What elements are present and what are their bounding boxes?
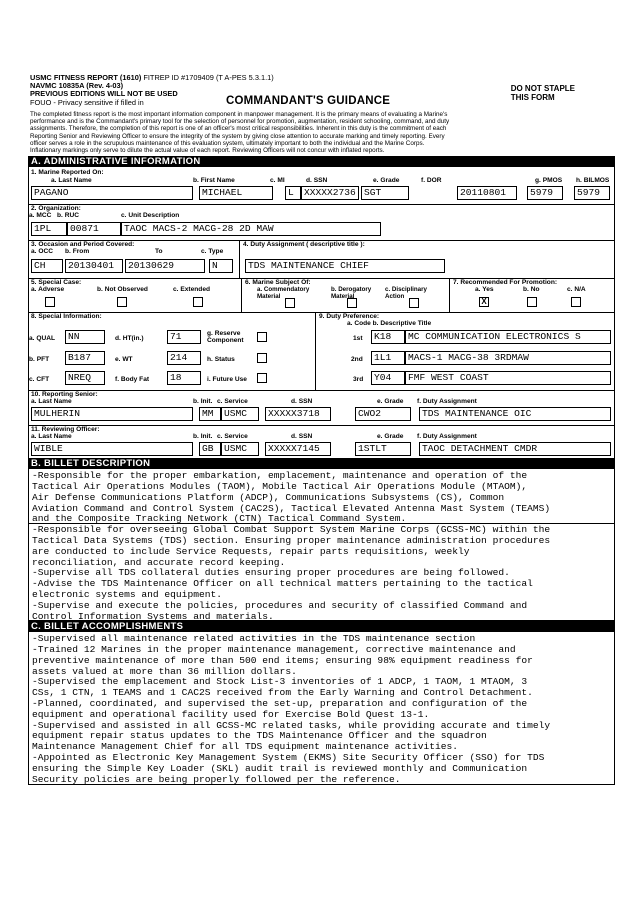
label-rs-ssn: d. SSN: [291, 398, 313, 406]
label-extended: c. Extended: [173, 286, 211, 294]
label-ht: d. HT(in.): [115, 335, 144, 343]
pref-3-code[interactable]: Y04: [371, 371, 405, 385]
reporting-senior-heading: 10. Reporting Senior:: [31, 391, 98, 399]
accomplishment-line: -Supervised the emplacement and Stock List-3 inventories of 1 ADCP, 1 TAOM, 1 MTAOM, 3: [32, 676, 528, 688]
duty-pref-sub: a. Code b. Descriptive Title: [347, 320, 432, 328]
label-ssn: d. SSN: [306, 177, 328, 185]
billet-description-line: are conducted to include Service Requests, repair parts requisitions, weekly: [32, 545, 470, 557]
label-qual: a. QUAL: [29, 335, 56, 343]
guidance-title: COMMANDANT'S GUIDANCE: [226, 95, 391, 107]
label-yes: a. Yes: [475, 286, 494, 294]
promotion-no-checkbox[interactable]: [527, 297, 537, 307]
billet-description-line: Tactical Air Operations Modules (TAOM), Mobile Tactical Air Operations Module (MTAOM),: [32, 481, 528, 493]
pref-3-title[interactable]: FMF WEST COAST: [405, 371, 611, 385]
label-first-name: b. First Name: [193, 177, 235, 185]
ro-duty-field[interactable]: TAOC DETACHMENT CMDR: [419, 442, 611, 456]
accomplishment-line: ensuring the Simple Key Loader (SKL) audit trail is reviewed monthly and Communication: [32, 762, 528, 774]
pmos-field[interactable]: 5979: [527, 186, 563, 200]
this-form: THIS FORM: [510, 93, 555, 102]
billet-description-line: Tactical Data Systems (TDS) section. Ensuring proper maintenance administration procedures: [32, 535, 551, 546]
fouo-note: FOUO - Privacy sensitive if filled in: [30, 97, 144, 107]
commendatory-checkbox[interactable]: [285, 298, 295, 308]
accomplishment-line: equipment repair status updates to the TDS Maintenance Officer and the squadron: [32, 730, 487, 742]
label-from: b. From: [65, 248, 90, 256]
status-checkbox[interactable]: [257, 353, 267, 363]
label-rs-grade: e. Grade: [377, 398, 404, 406]
ssn-field[interactable]: XXXXX2736: [301, 186, 359, 200]
accomplishment-line: -Supervised all maintenance related activities in the TDS maintenance section: [32, 633, 476, 645]
label-1st: 1st: [353, 335, 363, 343]
body-fat-field[interactable]: 18: [167, 371, 201, 385]
billet-description-line: -Responsible for overseeing Global Combat Support System Marine Corps (GCSS-MC) within the: [32, 524, 551, 536]
label-cft: c. CFT: [29, 376, 50, 384]
billet-description: [28, 469, 615, 621]
accomplishment-line: Security policies are being properly followed per the reference.: [32, 773, 401, 785]
type-field[interactable]: N: [209, 259, 233, 273]
guidance-line: officer serves a role in the scrupulous maintenance of this evaluation system, ultimately important to both the individual and the Marine Corps.: [30, 139, 425, 147]
accomplishment-line: assets valued at more than 36 million dollars.: [32, 665, 297, 677]
reviewing-officer-heading: 11. Reviewing Officer:: [31, 426, 100, 434]
ro-init-field[interactable]: GB: [199, 442, 221, 456]
grade-field[interactable]: SGT: [361, 186, 409, 200]
occ-field[interactable]: CH: [31, 259, 63, 273]
label-ro-ssn: d. SSN: [291, 433, 313, 441]
label-rs-service: c. Service: [217, 398, 248, 406]
duty-assignment-field[interactable]: TDS MAINTENANCE CHIEF: [245, 259, 445, 273]
adverse-checkbox[interactable]: [45, 297, 55, 307]
col-divider: [239, 241, 240, 278]
label-type: c. Type: [201, 248, 224, 256]
label-adverse: a. Adverse: [31, 286, 65, 294]
label-disciplinary: c. Disciplinary Action: [385, 286, 427, 301]
row-divider: [29, 425, 614, 426]
extended-checkbox[interactable]: [193, 297, 203, 307]
unit-field[interactable]: TAOC MACS-2 MACG-28 2D MAW: [121, 222, 381, 236]
label-ro-duty: f. Duty Assignment: [417, 433, 477, 441]
guidance-line: assignments. Therefore, the completion of this report is one of an officer's most critical responsibilities. Inherent in this duty is the commitment of each: [30, 125, 447, 133]
guidance-line: Inflationary markings only serve to dilute the actual value of each report. Reviewing Officers will not concur with inflated reports.: [30, 147, 385, 155]
occasion-heading: 3. Occasion and Period Covered:: [31, 241, 135, 249]
subject-of-heading: 6. Marine Subject Of:: [245, 279, 311, 287]
rs-service-field[interactable]: USMC: [221, 407, 259, 421]
dor-field[interactable]: 20110801: [457, 186, 517, 200]
label-2nd: 2nd: [351, 356, 363, 364]
label-bilmos: h. BILMOS: [576, 177, 610, 185]
form-number: NAVMC 10835A (Rev. 4-03): [30, 81, 124, 91]
label-3rd: 3rd: [353, 376, 364, 384]
accomplishment-line: -Trained 12 Marines in the proper maintenance management, corrective maintenance and: [32, 644, 516, 656]
accomplishment-line: -Supervised and assisted in all GCSS-MC related tasks, while providing accurate and timely: [32, 719, 551, 731]
label-status: h. Status: [207, 356, 235, 364]
label-rs-init: b. Init.: [193, 398, 213, 406]
accomplishment-line: -Planned, coordinated, and supervised the set-up, preparation and configuration of the: [32, 698, 528, 709]
ro-service-field[interactable]: USMC: [221, 442, 259, 456]
promotion-heading: 7. Recommended For Promotion:: [453, 279, 558, 287]
label-wt: e. WT: [115, 356, 133, 364]
billet-description-line: reconciliation, and accurate record keeping.: [32, 556, 286, 568]
rs-init-field[interactable]: MM: [199, 407, 221, 421]
ruc-field[interactable]: 00871: [67, 222, 121, 236]
duty-heading: 4. Duty Assignment ( descriptive title ):: [243, 241, 365, 249]
section-a-title: A. ADMINISTRATIVE INFORMATION: [28, 156, 615, 167]
form-header: [28, 74, 615, 124]
guidance-line: Reporting Senior and Reviewing Officer to ensure the integrity of the system by giving close attention to accurate marking and timely reporting. Every: [30, 132, 445, 140]
col-divider: [449, 278, 450, 312]
accomplishment-line: CSs, 1 CTN, 1 TEAMS and 1 CAC2S received from the Early Warning and Control Detachment.: [32, 687, 533, 699]
ro-grade-field[interactable]: 1STLT: [355, 442, 411, 456]
label-mcc: a. MCC: [29, 212, 52, 220]
label-ruc: b. RUC: [57, 212, 79, 220]
label-future-use: i. Future Use: [207, 376, 247, 384]
col-divider: [241, 278, 242, 312]
label-ro-last-name: a. Last Name: [31, 433, 72, 441]
ht-field[interactable]: 71: [167, 330, 201, 344]
billet-description-line: -Supervise and execute the policies, procedures and security of classified Command and: [32, 599, 528, 611]
future-use-checkbox[interactable]: [257, 373, 267, 383]
label-unit: c. Unit Description: [121, 212, 180, 220]
label-ro-init: b. Init.: [193, 433, 213, 441]
pref-2-code[interactable]: 1L1: [371, 351, 405, 365]
label-rs-last-name: a. Last Name: [31, 398, 72, 406]
pref-2-title[interactable]: MACS-1 MACG-38 3RDMAW: [405, 351, 611, 365]
row-divider: [29, 204, 614, 205]
first-name-field[interactable]: MICHAEL: [199, 186, 273, 200]
not-observed-checkbox[interactable]: [117, 297, 127, 307]
col-divider: [315, 312, 316, 390]
form-title: USMC FITNESS REPORT (1610): [30, 73, 142, 82]
rs-grade-field[interactable]: CWO2: [355, 407, 411, 421]
promotion-yes-checkbox[interactable]: X: [479, 297, 489, 307]
mcc-field[interactable]: 1PL: [31, 222, 67, 236]
label-not-observed: b. Not Observed: [97, 286, 148, 294]
section-c-title: C. BILLET ACCOMPLISHMENTS: [28, 621, 615, 632]
guidance-line: performance and is the Commandant's primary tool for the selection of personnel for promotion, augmentation, resident schooling, command, and duty: [30, 118, 450, 126]
label-body-fat: f. Body Fat: [115, 376, 150, 384]
accomplishment-line: preventive maintenance of more than 500 end items; ensuring 98% equipment readiness for: [32, 654, 533, 666]
label-na: c. N/A: [567, 286, 586, 294]
billet-description-line: electronic systems and equipment.: [32, 588, 222, 600]
section-b-title: B. BILLET DESCRIPTION: [28, 458, 615, 469]
promotion-na-checkbox[interactable]: [571, 297, 581, 307]
accomplishment-line: equipment and operational facility used for Exercise Bold Quest 13-1.: [32, 708, 430, 720]
accomplishment-line: -Appointed as Electronic Key Management System (EKMS) Site Security Officer (SSO) for TDS: [32, 751, 545, 763]
billet-accomplishments: [28, 632, 615, 785]
label-last-name: a. Last Name: [51, 177, 92, 185]
duty-pref-heading: 9. Duty Preference:: [319, 313, 380, 321]
accomplishment-line: Maintenance Management Chief for all TDS equipment maintenance activities.: [32, 741, 459, 753]
billet-description-line: and the Composite Tracking Network (CTN) Tactical Command System.: [32, 513, 407, 525]
billet-description-line: -Advise the TDS Maintenance Officer on all technical matters pertaining to the tactical: [32, 578, 533, 590]
billet-description-line: Aviation Command and Control System (CAC2S), Tactical Elevated Antenna Mast System (TEAMS): [32, 502, 551, 514]
guidance-line: The completed fitness report is the most important information component in manpower management. It is the primary means of evaluating a Marine's: [30, 111, 448, 118]
label-rs-duty: f. Duty Assignment: [417, 398, 477, 406]
billet-description-line: Control Information Systems and materials.: [32, 610, 274, 622]
from-field[interactable]: 20130401: [65, 259, 123, 273]
pref-1-code[interactable]: K18: [371, 330, 405, 344]
label-ro-grade: e. Grade: [377, 433, 404, 441]
derogatory-checkbox[interactable]: [347, 298, 357, 308]
do-not-staple: DO NOT STAPLE: [510, 84, 575, 93]
disciplinary-checkbox[interactable]: [409, 298, 419, 308]
pft-field[interactable]: B187: [65, 351, 105, 365]
special-case-heading: 5. Special Case:: [31, 279, 82, 287]
label-mi: c. MI: [270, 177, 285, 185]
billet-description-line: Air Defense Communications Platform (ADCP), Communications Subsystems (CS), Common: [32, 491, 505, 503]
reserve-checkbox[interactable]: [257, 332, 267, 342]
fitness-report-form: [28, 74, 615, 785]
cft-field[interactable]: NREQ: [65, 371, 105, 385]
editions-note: PREVIOUS EDITIONS WILL NOT BE USED: [30, 89, 178, 99]
rs-ssn-field[interactable]: XXXXX3718: [265, 407, 331, 421]
ro-ssn-field[interactable]: XXXXX7145: [265, 442, 331, 456]
wt-field[interactable]: 214: [167, 351, 201, 365]
label-to: To: [155, 248, 163, 256]
org-heading: 2. Organization:: [31, 205, 81, 213]
bilmos-field[interactable]: 5979: [574, 186, 610, 200]
last-name-field[interactable]: PAGANO: [31, 186, 193, 200]
row-divider: [29, 390, 614, 391]
special-info-heading: 8. Special Information:: [31, 313, 102, 321]
label-derogatory: b. Derogatory Material: [331, 286, 372, 301]
mi-field[interactable]: L: [285, 186, 301, 200]
label-grade: e. Grade: [373, 177, 400, 185]
label-reserve: g. Reserve Component: [207, 330, 244, 345]
label-occ: a. OCC: [31, 248, 53, 256]
label-dor: f. DOR: [421, 177, 442, 185]
ro-last-name-field[interactable]: WIBLE: [31, 442, 193, 456]
label-ro-service: c. Service: [217, 433, 248, 441]
label-pft: b. PFT: [29, 356, 50, 364]
to-field[interactable]: 20130629: [125, 259, 205, 273]
staple-note: [511, 84, 575, 102]
fitrep-id: FITREP ID #1709409 (T A-PES 5.3.1.1): [143, 73, 274, 82]
label-commendatory: a. Commendatory Material: [257, 286, 310, 301]
billet-description-line: -Responsible for the proper embarkation, emplacement, maintenance and operation of the: [32, 470, 528, 482]
label-no: b. No: [523, 286, 540, 294]
billet-description-line: -Supervise all TDS collateral duties ensuring proper procedures are being followed.: [32, 567, 510, 579]
marine-heading: 1. Marine Reported On:: [31, 169, 104, 177]
qual-field[interactable]: NN: [65, 330, 105, 344]
rs-last-name-field[interactable]: MULHERIN: [31, 407, 193, 421]
rs-duty-field[interactable]: TDS MAINTENANCE OIC: [419, 407, 611, 421]
label-pmos: g. PMOS: [535, 177, 563, 185]
pref-1-title[interactable]: MC COMMUNICATION ELECTRONICS S: [405, 330, 611, 344]
